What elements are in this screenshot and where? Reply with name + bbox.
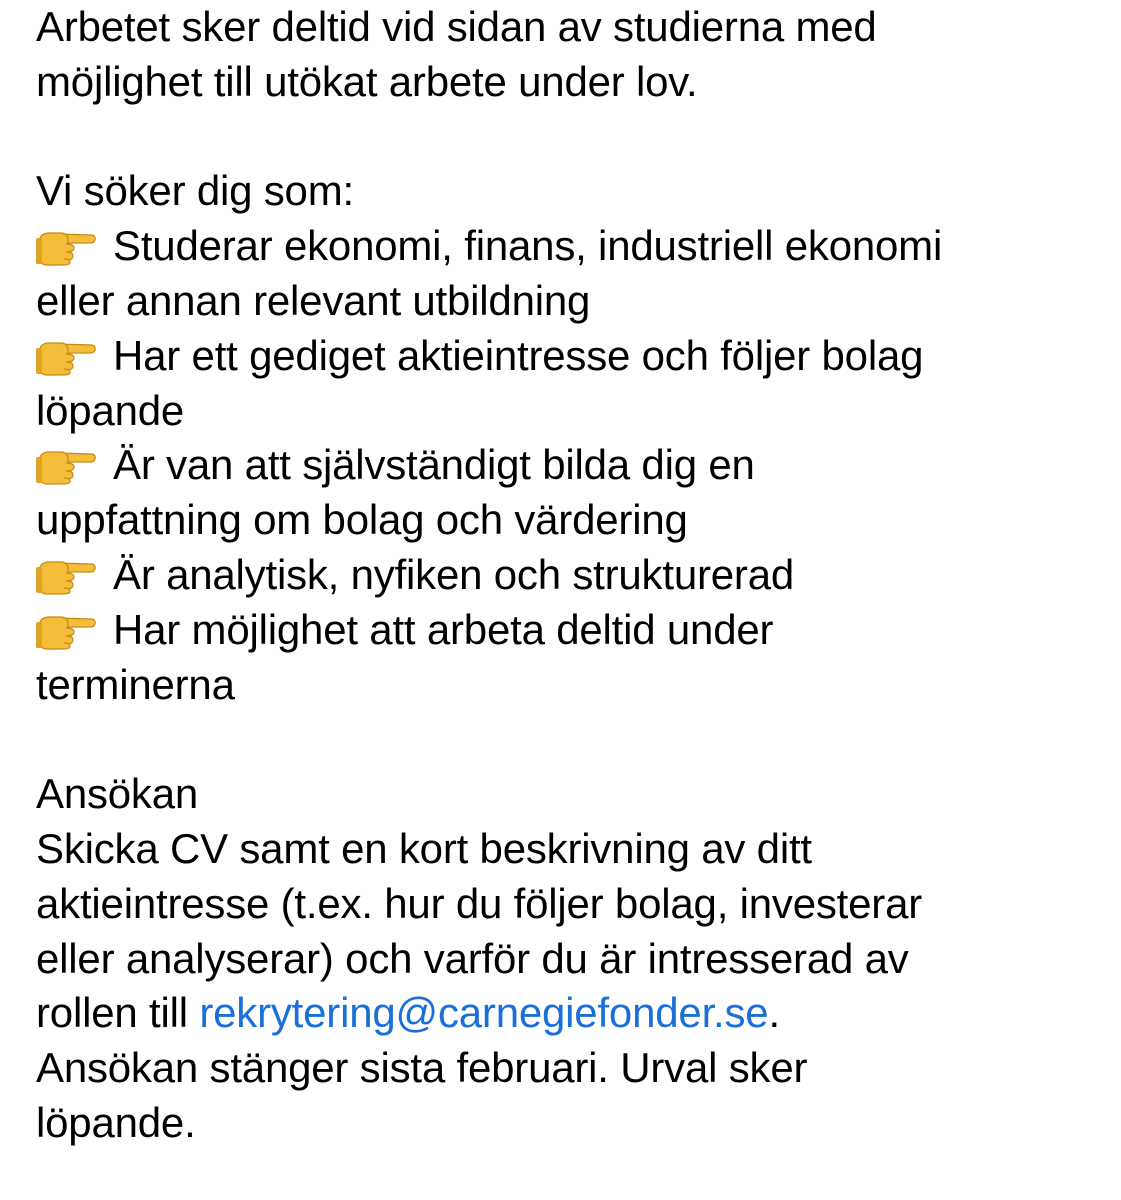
requirement-item [36,548,1096,603]
application-line: eller analyserar) och varför du är intresserad av [36,934,909,982]
requirement-continuation: löpande [36,386,185,434]
requirement-text: Är van att självständigt bilda dig en [113,441,755,489]
spacer [36,712,1096,767]
requirement-continuation: terminerna [36,660,235,708]
requirements-heading: Vi söker dig som: [36,167,354,215]
requirement-text: Har möjlighet att arbeta deltid under [113,605,774,653]
pointing-right-hand-icon [36,555,96,595]
requirement-text: Har ett gediget aktieintresse och följer bolag [113,331,924,379]
intro-line-2: möjlighet till utökat arbete under lov. [36,57,698,105]
requirement-item [36,438,1096,493]
application-line-suffix: . [768,989,780,1037]
email-link[interactable]: rekrytering@carnegiefonder.se [199,989,769,1037]
pointing-right-hand-icon [36,336,96,376]
requirement-item [36,219,1096,274]
application-line: löpande. [36,1098,196,1146]
intro-line-1: Arbetet sker deltid vid sidan av studierna med [36,3,877,50]
pointing-right-hand-icon [36,610,96,650]
application-line-prefix: rollen till [36,989,200,1037]
requirement-item [36,329,1096,384]
application-line: Skicka CV samt en kort beskrivning av ditt [36,824,812,872]
pointing-right-hand-icon [36,445,96,485]
requirement-continuation: eller annan relevant utbildning [36,276,591,324]
application-line: aktieintresse (t.ex. hur du följer bolag, investerar [36,879,923,927]
application-line-with-email [36,986,1096,1041]
requirement-continuation: uppfattning om bolag och värdering [36,496,688,544]
spacer [36,110,1096,165]
application-line: Ansökan stänger sista februari. Urval sker [36,1044,808,1092]
requirement-text: Studerar ekonomi, finans, industriell ekonomi [113,222,943,270]
message-text [36,0,1096,1151]
requirement-item [36,603,1096,658]
requirement-text: Är analytisk, nyfiken och strukturerad [113,550,795,598]
pointing-right-hand-icon [36,226,96,266]
application-heading: Ansökan [36,770,199,818]
